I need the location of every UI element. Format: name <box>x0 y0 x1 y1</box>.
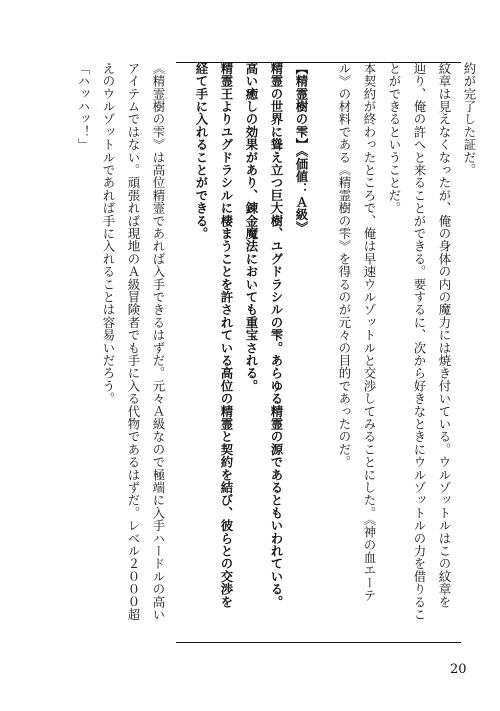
body-line: 約が完了した証だ。 <box>462 62 477 177</box>
item-box-line: 高い癒しの効果があり、錬金魔法においても重宝される。 <box>244 62 259 393</box>
item-box-line: 経て手に入れることができる。 <box>194 62 209 240</box>
body-line: 本契約が終わったところで、俺は早速ウルゾットルと交渉してみることにした。《神の血エーテ <box>362 62 377 602</box>
dialogue-line: 「ハッハッ！」 <box>76 62 91 151</box>
item-box-line: 精霊王よりユグドラシルに棲まうことを許されている高位の精霊と契約を結び、彼らとの交渉を <box>219 62 234 609</box>
body-line: 《精霊樹の雫》は高位精霊であれば入手できるはずだ。元々Ａ級なので極端に入手ハードルの高い <box>151 62 166 621</box>
spacer <box>314 62 332 662</box>
body-line: アイテムではない。頑張れば現地のＡ級冒険者でも手に入る代物であるはずだ。レベル２０００超 <box>126 62 141 621</box>
body-line: とができるということだ。 <box>387 62 402 215</box>
body-line: 紋章は見えなくなったが、俺の身体の内の魔力には焼き付いている。ウルゾットルはこの紋章を <box>437 62 452 609</box>
body-line: 辿り、俺の許へと来ることができる。要するに、次から好きなときにウルゾットルの力を借りるこ <box>412 62 427 621</box>
item-box-title: 【精霊樹の雫】《価値：Ａ級》 <box>294 62 309 234</box>
body-line: ル》の材料である《精霊樹の雫》を得るのが元々の目的であったのだ。 <box>337 62 352 469</box>
item-box-line: 精霊の世界に聳え立つ巨大樹、ユグドラシルの雫。あらゆる精霊の源であるともいわれている。 <box>269 62 284 609</box>
page-number: 20 <box>450 662 467 677</box>
vertical-text-body <box>71 62 482 662</box>
body-line: えのウルゾットルであれば手に入れることは容易いだろう。 <box>101 62 116 405</box>
spacer <box>171 62 189 662</box>
